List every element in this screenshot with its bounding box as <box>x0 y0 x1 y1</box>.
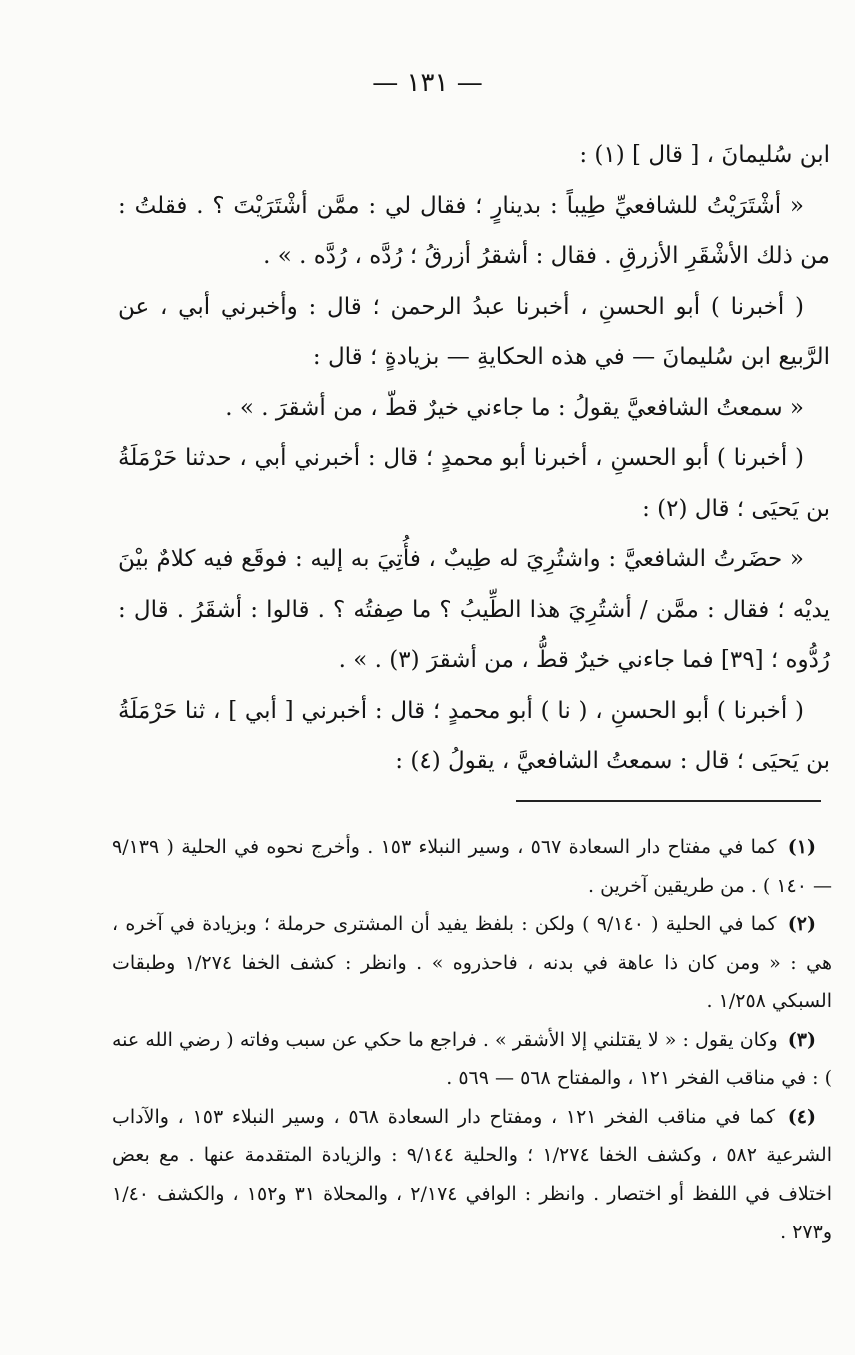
footnote-text: وكان يقول : « لا يقتلني إلا الأشقر » . فراجع ما حكي عن سبب وفاته ( رضي الله عنه ) : في مناقب الفخر ١٢١ ، والمفتاح ٥٦٨ — ٥٦٩ . <box>112 1028 832 1089</box>
footnote-text: كما في مفتاح دار السعادة ٥٦٧ ، وسير النبلاء ١٥٣ . وأخرج نحوه في الحلية ( ٩/١٣٩ — ١٤٠ ) . من طريقين آخرين . <box>112 836 832 897</box>
footnote <box>112 905 832 1021</box>
body-paragraph: « حضَرتُ الشافعيَّ : واشتُرِيَ له طِيبٌ ، فأُتِيَ به إليه : فوقَع فيه كلامٌ بيْنَ يديْه ؛ فقال : ممَّن / أشتُرِيَ هذا الطِّيبُ ؟ ما صِفتُه ؟ . قالوا : أشقَرُ . قال : رُدُّوه ؛ [٣٩] فما جاءني خيرٌ قطُّ ، من أشقرَ (٣) . » . <box>118 546 830 673</box>
footnote-text: كما في الحلية ( ٩/١٤٠ ) ولكن : بلفظ يفيد أن المشترى حرملة ؛ وبزيادة في آخره ، هي : « ومن كان ذا عاهة في بدنه ، فاحذروه » . وانظر : كشف الخفا ١/٢٧٤ وطبقات السبكي ١/٢٥٨ . <box>112 913 833 1012</box>
body-paragraph: ( أخبرنا ) أبو الحسنِ ، ( نا ) أبو محمدٍ ؛ قال : أخبرني [ أبي ] ، ثنا حَرْمَلَةُ بن يَحيَى ؛ قال : سمعتُ الشافعيَّ ، يقولُ (٤) : <box>118 697 830 774</box>
main-text <box>118 130 830 787</box>
page-number: — ١٣١ — <box>372 68 483 98</box>
body-paragraph: « سمعتُ الشافعيَّ يقولُ : ما جاءني خيرٌ قطّ ، من أشقرَ . » . <box>225 394 804 421</box>
footnote-number: (١) <box>787 836 816 858</box>
footnote-number: (٤) <box>787 1105 817 1128</box>
body-paragraph: « أشْتَرَيْتُ للشافعيِّ طِيباً : بدينارٍ ؛ فقال لي : ممَّن أشْتَرَيْتَ ؟ . فقلتُ : من ذلك الأشْقَرِ الأزرقِ . فقال : أشقرُ أزرقُ ؛ رُدَّه ، رُدَّه . » . <box>118 192 830 269</box>
footnote-divider <box>516 800 821 802</box>
footnote-text: كما في مناقب الفخر ١٢١ ، ومفتاح دار السعادة ٥٦٨ ، وسير النبلاء ١٥٣ ، والآداب الشرعية ٥٨٢ ، وكشف الخفا ١/٢٧٤ ؛ والحلية ٩/١٤٤ : والزيادة المتقدمة عنها . مع بعض اختلاف في اللفظ أو اختصار . وانظر : الوافي ٢/١٧٤ ، والمحلاة ٣١ و١٥٢ ، والكشف ١/٤٠ و٢٧٣ . <box>112 1105 832 1243</box>
footnote <box>112 828 832 905</box>
body-paragraph: ( أخبرنا ) أبو الحسنِ ، أخبرنا عبدُ الرحمن ؛ قال : وأخبرني أبي ، عن الرَّبيع ابن سُليمانَ — في هذه الحكايةِ — بزيادةٍ ؛ قال : <box>118 293 830 370</box>
footnote <box>112 1021 832 1098</box>
body-paragraph: ( أخبرنا ) أبو الحسنِ ، أخبرنا أبو محمدٍ ؛ قال : أخبرني أبي ، حدثنا حَرْمَلَةُ بن يَحيَى ؛ قال (٢) : <box>118 445 830 522</box>
footnote-number: (٢) <box>787 913 816 935</box>
footnotes <box>112 828 832 1252</box>
footnote <box>112 1098 832 1252</box>
footnote-number: (٣) <box>787 1028 816 1051</box>
body-paragraph: ابن سُليمانَ ، [ قال ] (١) : <box>579 142 830 168</box>
